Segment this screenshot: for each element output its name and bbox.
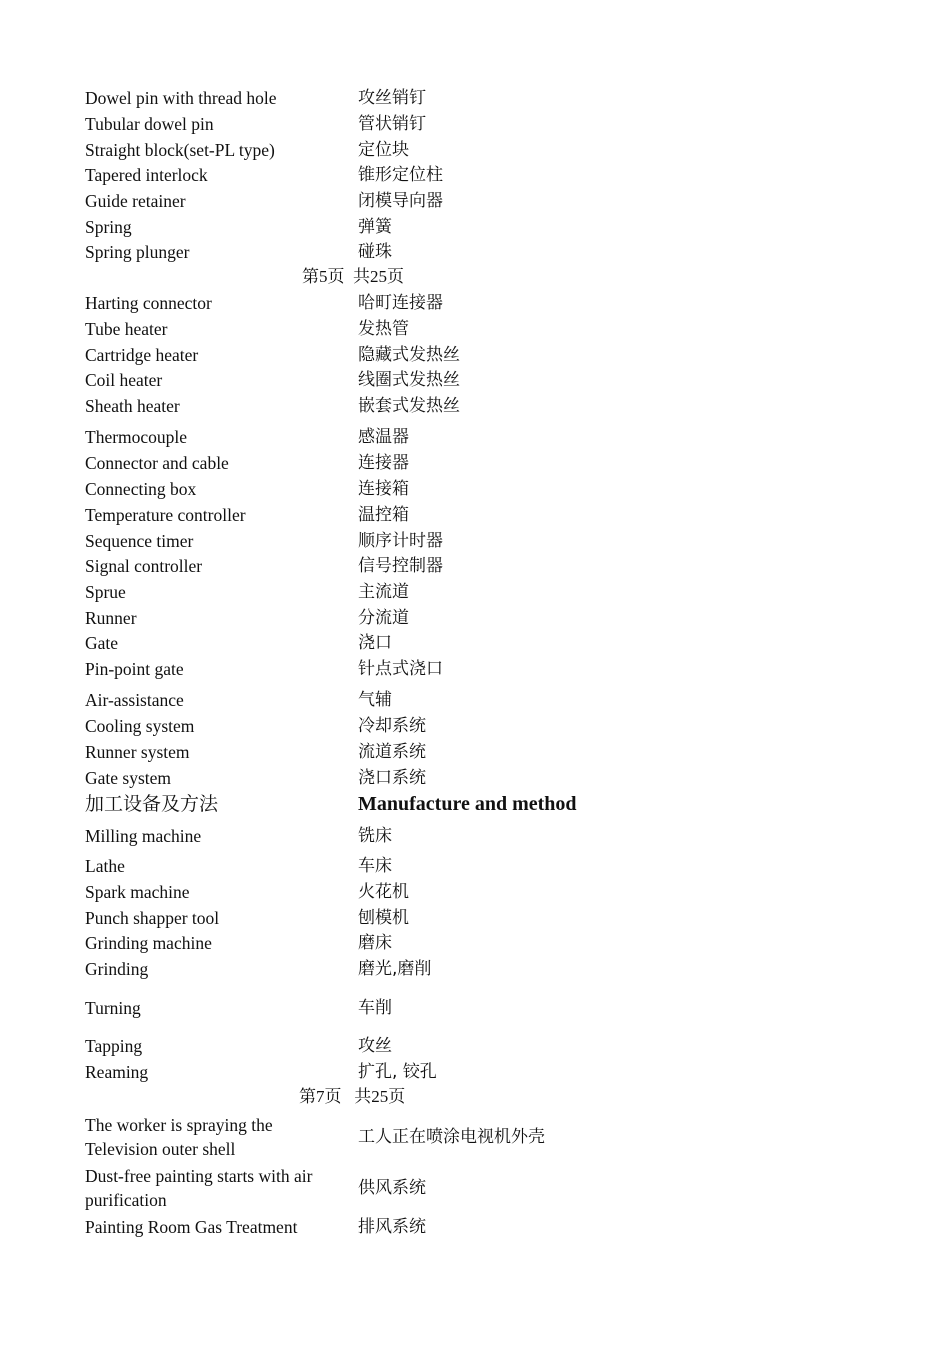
- english-term: Sequence timer: [85, 531, 194, 551]
- chinese-term: 闭模导向器: [358, 191, 443, 211]
- chinese-term: 线圈式发热丝: [358, 370, 460, 390]
- english-term: Tapping: [85, 1036, 143, 1056]
- english-term: Painting Room Gas Treatment: [85, 1217, 298, 1237]
- english-term: Turning: [85, 998, 141, 1018]
- chinese-term: 哈町连接器: [358, 293, 443, 313]
- english-term: Guide retainer: [85, 191, 186, 211]
- page-number-marker: 第7页 共25页: [299, 1087, 406, 1106]
- english-term: Gate: [85, 633, 119, 653]
- chinese-term: 供风系统: [358, 1178, 426, 1198]
- chinese-term: 温控箱: [358, 505, 409, 525]
- english-term: Lathe: [85, 856, 125, 876]
- english-term: Reaming: [85, 1062, 149, 1082]
- english-term: Air-assistance: [85, 690, 184, 710]
- chinese-term: 连接箱: [358, 479, 409, 499]
- chinese-term: 嵌套式发热丝: [358, 396, 460, 416]
- english-term: Grinding machine: [85, 933, 212, 953]
- chinese-term: 车削: [358, 998, 392, 1018]
- chinese-term: 铣床: [358, 826, 392, 846]
- heading-chinese: 加工设备及方法: [85, 793, 219, 815]
- chinese-term: 锥形定位柱: [358, 165, 443, 185]
- chinese-term: 车床: [358, 856, 392, 876]
- english-term: Milling machine: [85, 826, 202, 846]
- chinese-term: 磨床: [358, 933, 392, 953]
- chinese-term: 发热管: [358, 319, 409, 339]
- chinese-term: 主流道: [358, 582, 409, 602]
- chinese-term: 冷却系统: [358, 716, 426, 736]
- english-term: Tubular dowel pin: [85, 114, 214, 134]
- english-term: Signal controller: [85, 556, 203, 576]
- english-term: Thermocouple: [85, 427, 188, 447]
- english-term: Harting connector: [85, 293, 212, 313]
- english-term: Grinding: [85, 959, 149, 979]
- chinese-term: 顺序计时器: [358, 531, 443, 551]
- chinese-term: 定位块: [358, 140, 409, 160]
- english-term: Coil heater: [85, 370, 163, 390]
- chinese-term: 隐藏式发热丝: [358, 345, 460, 365]
- chinese-term: 刨模机: [358, 908, 409, 928]
- chinese-term: 管状销钉: [358, 114, 426, 134]
- english-term: Punch shapper tool: [85, 908, 220, 928]
- english-term: Connecting box: [85, 479, 197, 499]
- chinese-term: 感温器: [358, 427, 409, 447]
- chinese-term: 扩孔, 铰孔: [358, 1062, 437, 1082]
- chinese-term: 信号控制器: [358, 556, 443, 576]
- heading-english: Manufacture and method: [358, 793, 577, 815]
- english-term: Cartridge heater: [85, 345, 199, 365]
- english-term: Sheath heater: [85, 396, 180, 416]
- chinese-term: 分流道: [358, 608, 409, 628]
- english-term: Spring: [85, 217, 132, 237]
- chinese-term: 气辅: [358, 690, 392, 710]
- english-term: Tube heater: [85, 319, 168, 339]
- chinese-term: 排风系统: [358, 1217, 426, 1237]
- english-term: Runner system: [85, 742, 190, 762]
- chinese-term: 攻丝销钉: [358, 88, 426, 108]
- chinese-term: 碰珠: [358, 242, 392, 262]
- chinese-term: 针点式浇口: [358, 659, 443, 679]
- english-term: Spring plunger: [85, 242, 190, 262]
- english-term: Gate system: [85, 768, 172, 788]
- english-term: Spark machine: [85, 882, 190, 902]
- english-term: Straight block(set-PL type): [85, 140, 275, 160]
- chinese-term: 工人正在喷涂电视机外壳: [358, 1127, 545, 1147]
- english-term: Cooling system: [85, 716, 195, 736]
- english-term: Tapered interlock: [85, 165, 208, 185]
- chinese-term: 连接器: [358, 453, 409, 473]
- chinese-term: 攻丝: [358, 1036, 392, 1056]
- english-term: Dust-free painting starts with air purification: [85, 1166, 313, 1210]
- english-term: Sprue: [85, 582, 126, 602]
- english-term: Pin-point gate: [85, 659, 184, 679]
- english-term: Dowel pin with thread hole: [85, 88, 277, 108]
- english-term: Runner: [85, 608, 137, 628]
- chinese-term: 磨光,磨削: [358, 959, 432, 979]
- chinese-term: 火花机: [358, 882, 409, 902]
- english-term: Temperature controller: [85, 505, 246, 525]
- english-term: Connector and cable: [85, 453, 229, 473]
- chinese-term: 浇口系统: [358, 768, 426, 788]
- english-term: The worker is spraying the Television outer shell: [85, 1115, 273, 1159]
- page-number-marker: 第5页 共25页: [302, 267, 404, 286]
- chinese-term: 流道系统: [358, 742, 426, 762]
- chinese-term: 浇口: [358, 633, 392, 653]
- chinese-term: 弹簧: [358, 217, 392, 237]
